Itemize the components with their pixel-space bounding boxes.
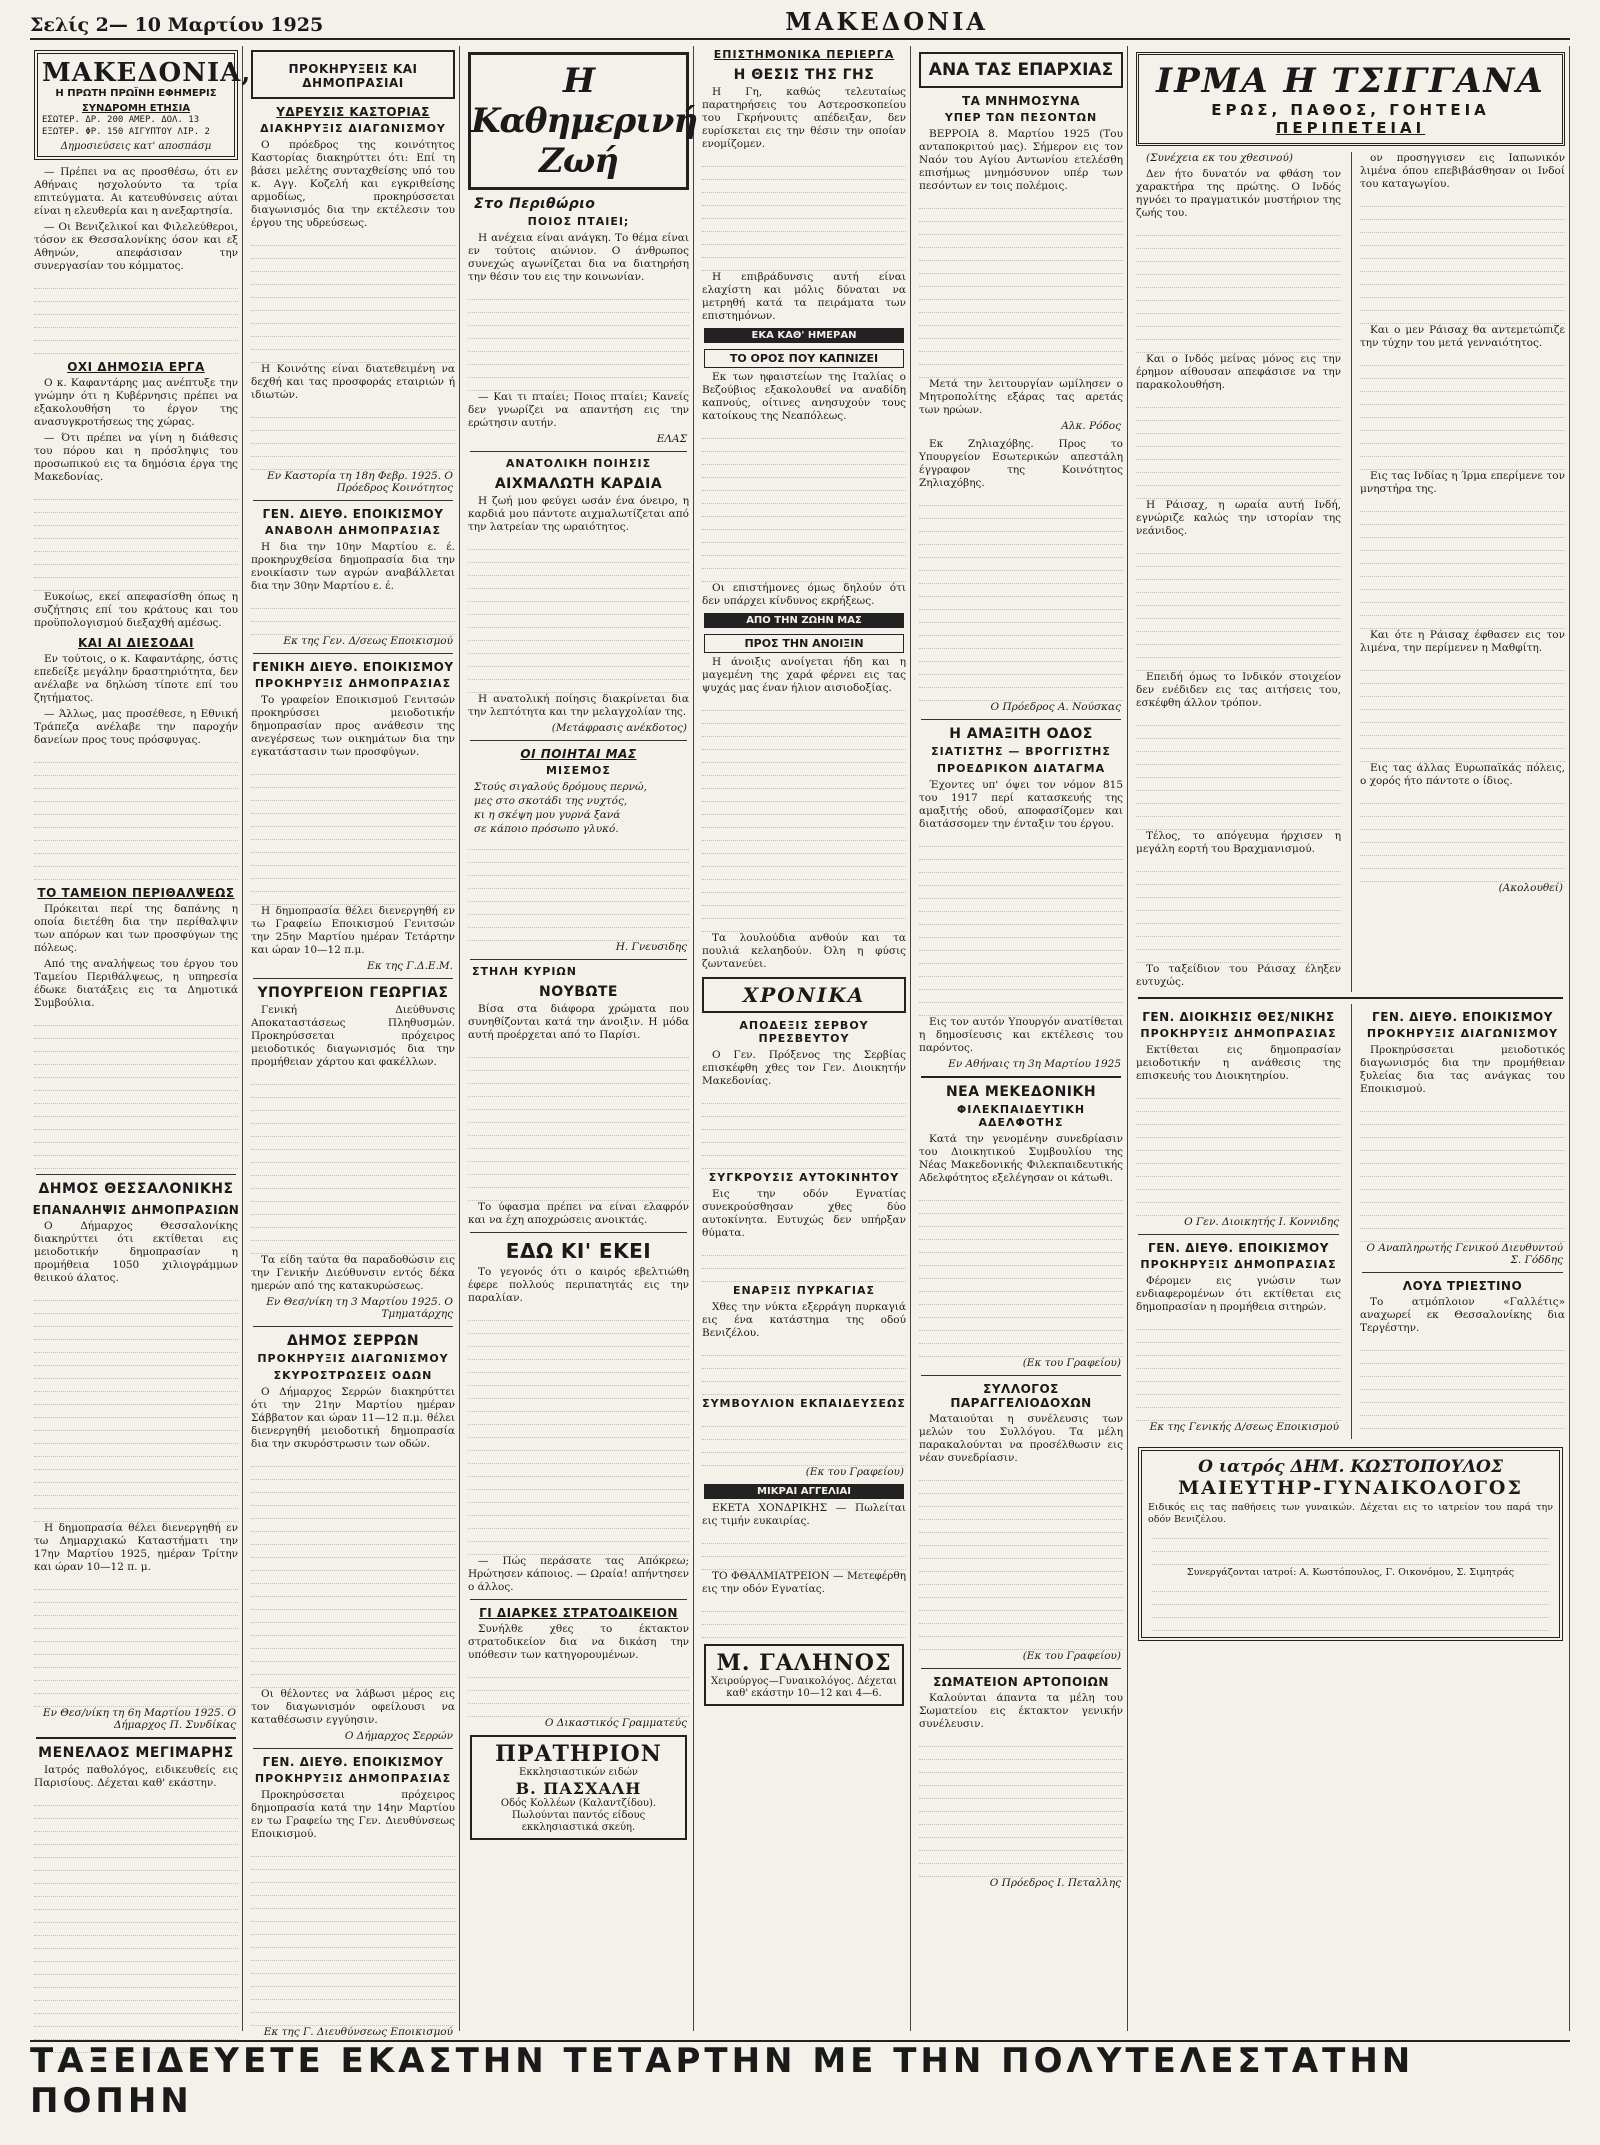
- notice-paragraph: Η δια την 10ην Μαρτίου ε. έ. προκηρυχθείσα δημοπρασία δια την ενοικίασιν των αγρών αναβάλλεται δια την 30ην Μαρτίου ε. έ.: [251, 541, 455, 592]
- section-heading: ΣΥΛΛΟΓΟΣ ΠΑΡΑΓΓΕΛΙΟΔΟΧΩΝ: [950, 1382, 1092, 1410]
- notice-paragraph: Το γραφείον Εποικισμού Γενιτσών προκηρύσσει μειοδοτικήν δημοπρασίαν προς ανάθεσιν της ανεγέρσεως των οικημάτων δια την εγκατάστασιν των προσφύγων.: [251, 694, 455, 758]
- serial-paragraph: Και ο Ινδός μείνας μόνος εις την έρημον αίθουσαν απεφάσισε να την παρακολουθήση.: [1136, 353, 1341, 391]
- article-paragraph: — Και τι πταίει; Ποιος πταίει; Κανείς δεν γνωρίζει να απαντήση εις την ερώτησιν αυτήν.: [468, 391, 689, 429]
- news-heading: ΣΥΓΚΡΟΥΣΙΣ ΑΥΤΟΚΙΝΗΤΟΥ: [708, 1171, 900, 1184]
- divider: [921, 1375, 1121, 1376]
- text-lines: [702, 426, 906, 582]
- serial-paragraph: Εις τας Ινδίας η Ίρμα επερίμενε τον μνηστήρα της.: [1360, 470, 1565, 495]
- section-heading: ΔΗΜΟΣ ΘΕΣΣΑΛΟΝΙΚΗΣ: [38, 1181, 234, 1197]
- news-paragraph: Χθες την νύκτα εξερράγη πυρκαγιά εις ένα κατάστημα της οδού Βενιζέλου.: [702, 1301, 906, 1339]
- article-paragraph: Μετά την λειτουργίαν ωμίλησεν ο Μητροπολίτης εξάρας τας αρετάς των ηρώων.: [919, 378, 1123, 416]
- serial-paragraph: Και ότε η Ράισαχ έφθασεν εις τον λιμένα, την περίμενεν η Μαθφίτη.: [1360, 629, 1565, 654]
- notice-subheading: ΠΡΟΚΗΡΥΞΙΣ ΔΗΜΟΠΡΑΣΙΑΣ: [254, 677, 452, 690]
- divider: [921, 1076, 1121, 1078]
- signature: Εν Αθήναις τη 3η Μαρτίου 1925: [948, 1058, 1121, 1070]
- banner-text: ΤΑΞΕΙΔΕΥΕΤΕ ΕΚΑΣΤΗΝ ΤΕΤΑΡΤΗΝ ΜΕ ΤΗΝ ΠΟΛΥΤΕΛΕΣΤΑΤΗΝ ΠΟΠΗΝ: [30, 2041, 1415, 2121]
- notice-heading: ΓΕΝ. ΔΙΟΙΚΗΣΙΣ ΘΕΣ/ΝΙΚΗΣ: [1142, 1010, 1335, 1024]
- signature: Εκ της Γ. Διευθύνσεως Εποικισμού: [263, 2026, 453, 2038]
- article-paragraph: Βίσα στα διάφορα χρώματα που συνηθίζονται κατά την άνοιξιν. Η μόδα αυτή προέρχεται από το Παρίσι.: [468, 1003, 689, 1041]
- article-paragraph: Εις τον αυτόν Υπουργόν ανατίθεται η δημοσίευσις και εκτέλεσις του παρόντος.: [919, 1016, 1123, 1054]
- signature: Ο Πρόεδρος Α. Νούσκας: [990, 701, 1121, 713]
- article-paragraph: Συνήλθε χθες το έκτακτον στρατοδικείον δια να δικάση την υπόθεσιν των κατηγορουμένων.: [468, 1623, 689, 1661]
- notices-grid: [1132, 1004, 1569, 1439]
- notice-paragraph: Ο Δήμαρχος Σερρών διακηρύττει ότι την 21ην Μαρτίου ημέραν Σάββατον και ώραν 11—12 π.μ. θέλει διενεργηθή μειοδοτική δημοπρασία δια την σκυρόστρωσιν των οδών.: [251, 1386, 455, 1450]
- signature: (Εκ του Γραφείου): [1022, 1357, 1121, 1369]
- notice-heading: ΓΕΝ. ΔΙΕΥΘ. ΕΠΟΙΚΙΣΜΟΥ: [262, 1755, 444, 1769]
- text-lines: [34, 487, 238, 591]
- page-date: Σελίς 2— 10 Μαρτίου 1925: [30, 14, 324, 36]
- section-label: ΑΠΟ ΤΗΝ ΖΩΗΝ ΜΑΣ: [704, 613, 904, 628]
- news-paragraph: Εις την οδόν Εγνατίας συνεκρούσθησαν χθες δύο αυτοκίνητα. Ευτυχώς δεν υπήρξαν θύματα.: [702, 1188, 906, 1239]
- text-lines: [919, 1188, 1123, 1357]
- notice-heading: ΛΟΥΔ ΤΡΙΕΣΤΙΝΟ: [1402, 1279, 1523, 1293]
- column-2: [247, 46, 460, 2038]
- text-lines: [919, 1734, 1123, 1877]
- column-4: [698, 46, 911, 2031]
- text-lines: [34, 1577, 238, 1707]
- signature: Η. Γνευσιδης: [615, 941, 687, 953]
- section-subheading: ΣΙΑΤΙΣΤΗΣ — ΒΡΟΓΓΙΣΤΗΣ: [931, 745, 1111, 758]
- column-3: [464, 46, 698, 2031]
- section-heading: Η ΘΕΣΙΣ ΤΗΣ ΓΗΣ: [733, 67, 875, 83]
- classified-ad: ΤΟ ΦΘΑΛΜΙΑΤΡΕΙΟΝ — Μετεφέρθη εις την οδόν Εγνατίας.: [702, 1570, 906, 1595]
- article-paragraph: Εκ των ηφαιστείων της Ιταλίας ο Βεζούβιος εξακολουθεί να αναδίδη καπνούς, οίτινες ανησυχούν τους κατοίκους της Νεαπόλεως.: [702, 371, 906, 422]
- article-paragraph: Πρόκειται περί της δαπάνης η οποία διετέθη δια την περίθαλψιν των απόρων και των προσφύγων της πόλεως.: [34, 903, 238, 954]
- text-lines: [468, 837, 689, 941]
- signature: Εν Θεσ/νίκη τη 6η Μαρτίου 1925. Ο Δήμαρχος Π. Συνδίκας: [42, 1707, 236, 1731]
- text-lines: [1136, 541, 1341, 671]
- provinces-header: [919, 52, 1123, 88]
- subscription-box: [34, 50, 252, 160]
- text-lines: [468, 287, 689, 391]
- notice-heading: ΥΠΟΥΡΓΕΙΟΝ ΓΕΩΡΓΙΑΣ: [257, 985, 449, 1001]
- column-6: [1132, 46, 1570, 2031]
- article-paragraph: Καλούνται άπαντα τα μέλη του Σωματείου εις έκτακτον γενικήν συνέλευσιν.: [919, 1692, 1123, 1730]
- notices-right: [1351, 1004, 1569, 1439]
- article-paragraph: ΒΕΡΡΟΙΑ 8. Μαρτίου 1925 (Του ανταποκριτού μας). Σήμερον εις τον Ναόν του Αγίου Αντωνίου ετελέσθη επισήμως μνημόσυνον υπέρ των πεσόντων εν τοις πολέμοις.: [919, 128, 1123, 192]
- text-lines: [1136, 1317, 1341, 1421]
- divider: [1138, 997, 1563, 999]
- text-lines: [702, 1414, 906, 1466]
- poem-line: μες στο σκοτάδι της νυχτός,: [474, 795, 628, 807]
- poem-line: σε κάποιο πρόσωπο γλυκό.: [474, 823, 619, 835]
- divider: [253, 1748, 453, 1749]
- text-lines: [702, 1343, 906, 1395]
- text-lines: [702, 154, 906, 271]
- article-paragraph: Η ανατολική ποίησις διακρίνεται δια την λεπτότητα και την μελαγχολίαν της.: [468, 693, 689, 718]
- notice-subheading: ΑΝΑΒΟΛΗ ΔΗΜΟΠΡΑΣΙΑΣ: [265, 524, 441, 537]
- signature: Ο Γεν. Διοικητής Ι. Κοννιδης: [1184, 1216, 1339, 1228]
- article-paragraph: Η δημοπρασία θέλει διενεργηθή εν τω Δημαρχιακώ Καταστήματι την 17ην Μαρτίου 1925, ημέραν Τρίτην και ώραν 10—12 π. μ.: [34, 1522, 238, 1573]
- text-lines: [1136, 713, 1341, 830]
- section-heading: ΜΕΝΕΛΑΟΣ ΜΕΓΙΜΑΡΗΣ: [38, 1745, 234, 1761]
- signature: Εν Καστορία τη 18η Φεβρ. 1925. Ο Πρόεδρος Κοινότητος: [267, 470, 453, 494]
- news-heading: ΣΥΜΒΟΥΛΙΟΝ ΕΚΠΑΙΔΕΥΣΕΩΣ: [702, 1397, 906, 1410]
- notice-paragraph: Το ατμόπλοιον «Γαλλέτις» αναχωρεί εκ Θεσσαλονίκης δια Τεργέστην.: [1360, 1296, 1565, 1334]
- text-lines: [1152, 1526, 1549, 1565]
- doctor-associates: Συνεργάζονται ιατροί: Α. Κωστόπουλος, Γ. Οικονόμου, Σ. Σιμητράς: [1186, 1567, 1515, 1578]
- section-subheading: ΜΙΣΕΜΟΣ: [546, 764, 611, 777]
- text-lines: [468, 1308, 689, 1555]
- section-label: ΕΚΑ ΚΑΘ' ΗΜΕΡΑΝ: [704, 328, 904, 343]
- classified-ad: ΕΚΕΤΑ ΧΟΝΔΡΙΚΗΣ — Πωλείται εις τιμήν ευκαιρίας.: [702, 1502, 906, 1527]
- section-heading: ΓΙ ΔΙΑΡΚΕΣ ΣΤΡΑΤΟΔΙΚΕΙΟΝ: [479, 1606, 678, 1620]
- section-subheading: ΕΠΑΝΑΛΗΨΙΣ ΔΗΜΟΠΡΑΣΙΩΝ: [32, 1203, 240, 1217]
- article-paragraph: Το γεγονός ότι ο καιρός εβελτιώθη έφερε πολλούς περιπατητάς εις την παραλίαν.: [468, 1266, 689, 1304]
- article-paragraph: — Πρέπει να ας προσθέσω, ότι εν Αθήναις ησχολούντο τα τρία επιτεύγματα. Αι κατευθύνσεις αύται είναι η ελευθερία και η ανεξαρτησία.: [34, 166, 238, 217]
- section-subheading: ΥΠΕΡ ΤΩΝ ΠΕΣΟΝΤΩΝ: [944, 111, 1098, 124]
- text-lines: [1360, 194, 1565, 324]
- advert-name: Β. ΠΑΣΧΑΛΗ: [515, 1779, 642, 1798]
- notice-subheading: ΠΡΟΚΗΡΥΞΙΣ ΔΗΜΟΠΡΑΣΙΑΣ: [1140, 1027, 1337, 1040]
- column-1: [30, 46, 252, 2031]
- chronicle-title: ΧΡΟΝΙΚΑ: [742, 983, 866, 1007]
- poem-line: Στούς σιγαλούς δρόμους περνώ,: [474, 781, 647, 793]
- divider: [921, 1668, 1121, 1669]
- notice-heading: ΓΕΝΙΚΗ ΔΙΕΥΘ. ΕΠΟΙΚΙΣΜΟΥ: [252, 660, 454, 674]
- notice-subheading: ΔΙΑΚΗΡΥΞΙΣ ΔΙΑΓΩΝΙΣΜΟΥ: [260, 122, 446, 135]
- section-heading: ΝΕΑ ΜΕΚΕΔΟΝΙΚΗ: [945, 1084, 1097, 1100]
- section-heading: ΕΔΩ ΚΙ' ΕΚΕΙ: [505, 1239, 652, 1263]
- paper-box-tagline: Η ΠΡΩΤΗ ΠΡΩΪΝΗ ΕΦΗΜΕΡΙΣ: [55, 88, 217, 99]
- signature: Ο Αναπληρωτής Γενικού Διευθυντού Σ. Γόδδης: [1366, 1242, 1563, 1266]
- notice-heading: ΓΕΝ. ΔΙΕΥΘ. ΕΠΟΙΚΙΣΜΟΥ: [1148, 1241, 1329, 1255]
- poem-line: κι η σκέψη μου γυρνά ξανά: [474, 809, 621, 821]
- serial-paragraph: Η Ράισαχ, η ωραία αυτή Ινδή, εγνώριζε καλώς την ιστορίαν της νεάνιδος.: [1136, 499, 1341, 537]
- doctor-advert: [1138, 1447, 1563, 1641]
- article-paragraph: Ο Δήμαρχος Θεσσαλονίκης διακηρύττει ότι εκτίθεται εις μειοδοτικήν δημοπρασίαν η προμήθεια 1050 χιλιογράμμων θειικού άλατος.: [34, 1220, 238, 1284]
- text-lines: [34, 1013, 238, 1169]
- notice-paragraph: Προκηρύσσεται μειοδοτικός διαγωνισμός δια την προμήθειαν ξυλείας δια τας ανάγκας του Εποικισμού.: [1360, 1044, 1565, 1095]
- signature: Ο Πρόεδρος Ι. Πεταλλης: [989, 1877, 1121, 1889]
- text-lines: [251, 405, 455, 470]
- notice-paragraph: Γενική Διεύθυνσις Αποκαταστάσεως Πληθυσμών. Προκηρύσσεται πρόχειρος μειοδοτικός διαγωνισμός δια την προμήθειαν χάρτου και φακέλλων.: [251, 1004, 455, 1068]
- article-paragraph: Οι επιστήμονες όμως δηλούν ότι δεν υπάρχει κίνδυνος εκρήξεως.: [702, 582, 906, 607]
- text-lines: [468, 1045, 689, 1201]
- divider: [253, 653, 453, 654]
- text-lines: [1136, 223, 1341, 353]
- notice-heading: ΔΗΜΟΣ ΣΕΡΡΩΝ: [286, 1333, 420, 1349]
- divider: [253, 500, 453, 501]
- notice-heading: ΓΕΝ. ΔΙΕΥΘ. ΕΠΟΙΚΙΣΜΟΥ: [262, 507, 444, 521]
- text-lines: [251, 596, 455, 635]
- serial-paragraph: Και ο μεν Ράισαχ θα αντεμετώπιζε την τύχην του μετά γενναιότητος.: [1360, 324, 1565, 349]
- notice-subheading: ΠΡΟΚΗΡΥΞΙΣ ΔΙΑΓΩΝΙΣΜΟΥ: [257, 1352, 449, 1365]
- divider: [470, 1599, 687, 1600]
- serial-continued-note: (Συνέχεια εκ του χθεσινού): [1146, 152, 1293, 164]
- text-lines: [468, 537, 689, 693]
- text-lines: [251, 762, 455, 905]
- text-lines: [1360, 1338, 1565, 1429]
- text-lines: [702, 1243, 906, 1282]
- notice-paragraph: Η Κοινότης είναι διατεθειμένη να δεχθή και τας προσφοράς εταιριών ή ιδιωτών.: [251, 363, 455, 401]
- text-lines: [34, 276, 238, 354]
- article-paragraph: Ματαιούται η συνέλευσις των μελών του Συλλόγου. Τα μέλη παρακαλούνται να προσέλθωσιν εις νέαν συνεδρίασιν.: [919, 1413, 1123, 1464]
- article-paragraph: Η Γη, καθώς τελευταίως παρατηρήσεις του Αστεροσκοπείου του Γκρήνουιτς απέδειξαν, δεν ευρίσκεται εις την θέσιν την οποίαν ενομίζομεν.: [702, 86, 906, 150]
- notice-subheading: ΠΡΟΚΗΡΥΞΙΣ ΔΗΜΟΠΡΑΣΙΑΣ: [254, 1772, 452, 1785]
- notices-header: ΠΡΟΚΗΡΥΞΕΙΣ ΚΑΙ ΔΗΜΟΠΡΑΣΙΑΙ: [288, 62, 418, 90]
- divider: [36, 1174, 236, 1175]
- signature: Αλκ. Ρόδος: [1061, 420, 1121, 432]
- text-lines: [34, 750, 238, 880]
- notice-paragraph: Προκηρύσσεται πρόχειρος δημοπρασία κατά την 14ην Μαρτίου εν τω Γραφείω της Γεν. Διευθύνσεως Εποικισμού.: [251, 1789, 455, 1840]
- article-paragraph: Η ζωή μου φεύγει ωσάν ένα όνειρο, η καρδιά μου πάντοτε αιχμαλωτίζεται από την λατρείαν της ωραιότητος.: [468, 495, 689, 533]
- text-lines: [1360, 353, 1565, 470]
- signature: Εν Θεσ/νίκη τη 3 Μαρτίου 1925. Ο Τμηματάρχης: [266, 1296, 453, 1320]
- text-lines: [1136, 1086, 1341, 1216]
- section-heading: ΟΙ ΠΟΙΗΤΑΙ ΜΑΣ: [520, 747, 637, 761]
- text-lines: [468, 1665, 689, 1717]
- divider: [470, 1232, 687, 1233]
- serial-subtitle: ΠΕΡΙΠΕΤΕΙΑΙ: [1275, 119, 1426, 137]
- serial-paragraph: Εις τας άλλας Ευρωπαϊκάς πόλεις, ο χορός ήτο πάντοτε ο ίδιος.: [1360, 762, 1565, 787]
- signature: Ο Δικαστικός Γραμματεύς: [544, 1717, 687, 1729]
- signature: Εκ της Γ.Δ.Ε.Μ.: [367, 960, 453, 972]
- notice-paragraph: Ο πρόεδρος της κοινότητος Καστορίας διακηρύττει ότι: Επί τη βάσει μελέτης συνταχθείσης υπό του κ. Αγγ. Κοζελή και εγκριθείσης αρμοδίως, προκηρύσσεται διαγωνισμός δια την εκτέλεσιν του έργου της υδρεύσεως.: [251, 139, 455, 229]
- text-lines: [919, 196, 1123, 378]
- advert-description: Χειρούργος—Γυναικολόγος. Δέχεται καθ' εκάστην 10—12 και 4—6.: [711, 1676, 897, 1699]
- section-heading: ΝΟΥΒΩΤΕ: [539, 984, 618, 1000]
- article-paragraph: — Ότι πρέπει να γίνη η διάθεσις του πόρου και η πρόσληψις του προσωπικού εις τα δημόσια έργα της Μακεδονίας.: [34, 432, 238, 483]
- notice-subheading: ΣΚΥΡΟΣΤΡΩΣΕΙΣ ΟΔΩΝ: [273, 1369, 433, 1382]
- masthead: [30, 7, 1570, 40]
- text-lines: [919, 834, 1123, 1016]
- article-paragraph: Η επιβράδυνσις αυτή είναι ελαχίστη και μόλις δύναται να μετρηθή κατά τα πειράματα των επιστημόνων.: [702, 271, 906, 322]
- notices-header-box: [251, 50, 455, 99]
- section-subheading: ΠΟΙΟΣ ΠΤΑΙΕΙ;: [527, 215, 630, 228]
- doctor-advert: [704, 1644, 904, 1706]
- text-lines: [34, 1288, 238, 1522]
- divider: [1362, 1272, 1563, 1273]
- provinces-title: ΑΝΑ ΤΑΣ ΕΠΑΡΧΙΑΣ: [928, 60, 1114, 80]
- text-lines: [34, 1793, 238, 2053]
- divider: [470, 740, 687, 741]
- text-lines: [1360, 791, 1565, 882]
- serial-paragraph: Το ταξείδιον του Ράισαχ έληξεν ευτυχώς.: [1136, 963, 1341, 988]
- serial-subtitle: ΕΡΩΣ, ΠΑΘΟΣ, ΓΟΗΤΕΙΑ: [1211, 101, 1490, 119]
- signature: ΕΛΑΣ: [656, 433, 687, 445]
- divider: [36, 1737, 236, 1739]
- notice-paragraph: Εκτίθεται εις δημοπρασίαν μειοδοτικήν η ανάθεσις της επισκευής του Διοικητηρίου.: [1136, 1044, 1341, 1082]
- notice-paragraph: Φέρομεν εις γνώσιν των ενδιαφερομένων ότι εκτίθεται εις δημοπρασίαν η προμήθεια σιτηρών.: [1136, 1275, 1341, 1313]
- article-paragraph: Ευκοίως, εκεί απεφασίσθη όπως η συζήτησις επί του κράτους και του προϋπολογισμού διεξαχθή αμέσως.: [34, 591, 238, 629]
- divider: [470, 451, 687, 452]
- text-lines: [1360, 658, 1565, 762]
- news-heading: ΑΠΟΔΕΞΙΣ ΣΕΡΒΟΥ ΠΡΕΣΒΕΥΤΟΥ: [739, 1019, 869, 1045]
- article-paragraph: Εκ Ζηλιαχόβης. Προς το Υπουργείον Εσωτερικών απεστάλη έγγραφον της Κοινότητος Ζηλιαχόβης.: [919, 438, 1123, 489]
- text-lines: [251, 233, 455, 363]
- signature: (Εκ του Γραφείου): [1022, 1650, 1121, 1662]
- notice-paragraph: Τα είδη ταύτα θα παραδοθώσιν εις την Γενικήν Διεύθυνσιν εντός δέκα ημερών από της κατακυρώσεως.: [251, 1254, 455, 1292]
- serial-title: ΙΡΜΑ Η ΤΣΙΓΓΑΝΑ: [1156, 61, 1545, 101]
- serial-column-left: [1132, 152, 1345, 992]
- article-paragraph: Τα λουλούδια ανθούν και τα πουλιά κελαηδούν. Όλη η φύσις ζωντανεύει.: [702, 932, 906, 970]
- paper-box-row: ΕΣΩΤΕΡ. ΔΡ. 200 ΑΜΕΡ. ΔΟΛ. 13: [42, 115, 200, 125]
- divider: [1138, 1234, 1339, 1235]
- text-lines: [702, 1531, 906, 1570]
- section-label: ΣΤΗΛΗ ΚΥΡΙΩΝ: [472, 965, 577, 978]
- article-paragraph: Η άνοιξις ανοίγεται ήδη και η μαγεμένη της χαρά φέρνει εις τας ψυχάς μας έναν ήλιον αισιοδοξίας.: [702, 656, 906, 694]
- chronicle-header: [702, 977, 906, 1013]
- article-paragraph: Έχοντες υπ' όψει τον νόμον 815 του 1917 περί κατασκευής της αμαξιτής οδού, αποφασίζομεν και διατάσσομεν την ένταξιν του έργου.: [919, 779, 1123, 830]
- text-lines: [1360, 499, 1565, 629]
- advert-subtitle: Εκκλησιαστικών ειδών: [519, 1767, 638, 1778]
- news-heading: ΕΝΑΡΞΙΣ ΠΥΡΚΑΓΙΑΣ: [732, 1284, 876, 1297]
- article-paragraph: Κατά την γενομένην συνεδρίασιν του Διοικητικού Συμβουλίου της Νέας Μακεδονικής Φιλεκπαιδευτικής Αδελφότητος εξελέγησαν οι κάτωθι.: [919, 1133, 1123, 1184]
- notices-left: [1132, 1004, 1345, 1439]
- serial-paragraph: Δεν ήτο δυνατόν να φθάση τον χαρακτήρα της πρώτης. Ο Ινδός ηγνόει το πραγματικόν μυστήριον της ζωής του.: [1136, 168, 1341, 219]
- signature: Εκ της Γεν. Δ/σεως Εποικισμού: [283, 635, 453, 647]
- text-lines: [1152, 1579, 1549, 1631]
- doctor-description: Ειδικός εις τας παθήσεις των γυναικών. Δέχεται εις το ιατρείον του παρά την οδόν Βενιζέλου.: [1148, 1502, 1553, 1525]
- section-label: ΕΠΙΣΤΗΜΟΝΙΚΑ ΠΕΡΙΕΡΓΑ: [713, 48, 895, 61]
- advert-title: ΠΡΑΤΗΡΙΟΝ: [495, 1741, 662, 1767]
- serial-title-box: [1136, 52, 1565, 146]
- section-heading: Η ΑΜΑΞΙΤΗ ΟΔΟΣ: [949, 726, 1093, 742]
- paper-box-note: Δημοσιεύσεις κατ' αποσπάσμ: [60, 141, 212, 152]
- divider: [253, 978, 453, 979]
- serial-continues: (Ακολουθεί): [1498, 882, 1563, 894]
- divider: [470, 959, 687, 960]
- bottom-banner: [30, 2040, 1570, 2120]
- text-lines: [702, 698, 906, 932]
- section-subheading: ΠΡΟΕΔΡΙΚΟΝ ΔΙΑΤΑΓΜΑ: [936, 762, 1106, 775]
- paper-box-title: ΜΑΚΕΔΟΝΙΑ,: [42, 58, 252, 88]
- signature: (Εκ του Γραφείου): [805, 1466, 904, 1478]
- article-paragraph: — Πώς περάσατε τας Απόκρεω; Ηρώτησεν κάποιος. — Ωραία! απήντησεν ο άλλος.: [468, 1555, 689, 1593]
- text-lines: [1360, 1099, 1565, 1242]
- notice-heading: ΥΔΡΕΥΣΙΣ ΚΑΣΤΟΡΙΑΣ: [276, 105, 430, 119]
- feature-title-box: [468, 52, 698, 190]
- article-paragraph: Από της αναλήψεως του έργου του Ταμείου Περιθάλψεως, η υπηρεσία έδωκε διατάξεις εις τα Δημοτικά Συμβούλια.: [34, 958, 238, 1009]
- section-heading: ΚΑΙ ΑΙ ΔΙΕΣΟΔΑΙ: [77, 636, 195, 650]
- feature-title: Η Καθημερινή Ζωή: [471, 61, 698, 181]
- article-paragraph: Το ύφασμα πρέπει να είναι ελαφρόν και να έχη αποχρώσεις ανοικτάς.: [468, 1201, 689, 1226]
- serial-column-right: [1351, 152, 1569, 992]
- serial-paragraph: Τέλος, το απόγευμα ήρχισεν η μεγάλη εορτή του Βραχμανισμού.: [1136, 830, 1341, 855]
- text-lines: [251, 1454, 455, 1688]
- signature: (Μετάφρασις ανέκδοτος): [551, 722, 687, 734]
- article-paragraph: — Οι Βενιζελικοί και Φιλελεύθεροι, τόσον εκ Θεσσαλονίκης όσον και εξ Αθηνών, απεφάσισαν την συνεργασίαν του κόμματος.: [34, 221, 238, 272]
- notice-subheading: ΠΡΟΚΗΡΥΞΙΣ ΔΙΑΓΩΝΙΣΜΟΥ: [1366, 1027, 1559, 1040]
- notice-paragraph: Οι θέλοντες να λάβωσι μέρος εις τον διαγωνισμόν οφείλουσι να καταθέσωσιν εγγύησιν.: [251, 1688, 455, 1726]
- doctor-role: ΜΑΙΕΥΤΗΡ-ΓΥΝΑΙΚΟΛΟΓΟΣ: [1178, 1477, 1523, 1499]
- serial-paragraph: ον προσηγγισεν εις Ιαπωνικόν λιμένα όπου επεβιβάσθησαν οι Ινδοί του καταγωγίου.: [1360, 152, 1565, 190]
- signature: Εκ της Γενικής Δ/σεως Εποικισμού: [1149, 1421, 1339, 1433]
- section-heading: ΟΧΙ ΔΗΜΟΣΙΑ ΕΡΓΑ: [67, 360, 205, 374]
- signature: Ο Δήμαρχος Σερρών: [344, 1730, 453, 1742]
- paper-box-row: ΕΞΩΤΕΡ. ΦΡ. 150 ΑΙΓΥΠΤΟΥ ΛΙΡ. 2: [42, 127, 210, 137]
- article-paragraph: Εν τούτοις, ο κ. Καφαντάρης, όστις επεδείξε μεγάλην δραστηριότητα, δεν ανέλαβε να δηλώση τίποτε επί του ζητήματος.: [34, 653, 238, 704]
- news-paragraph: Ο Γεν. Πρόξενος της Σερβίας επισκέφθη χθες τον Γεν. Διοικητήν Μακεδονίας.: [702, 1049, 906, 1087]
- notice-heading: ΓΕΝ. ΔΙΕΥΘ. ΕΠΟΙΚΙΣΜΟΥ: [1372, 1010, 1553, 1024]
- section-heading: ΤΟ ΟΡΟΣ ΠΟΥ ΚΑΠΝΙΖΕΙ: [704, 349, 904, 368]
- article-paragraph: Ο κ. Καφαντάρης μας ανέπτυξε την γνώμην ότι η Κυβέρνησις πρέπει να εξακολουθήση το έργον της ανασυγκροτήσεως της χώρας.: [34, 377, 238, 428]
- text-lines: [251, 1844, 455, 2026]
- doctor-name: Ο ιατρός ΔΗΜ. ΚΩΣΤΟΠΟΥΛΟΣ: [1198, 1457, 1503, 1477]
- text-lines: [702, 1091, 906, 1169]
- article-paragraph: Ιατρός παθολόγος, ειδικευθείς εις Παρισίους. Δέχεται καθ' εκάστην.: [34, 1764, 238, 1789]
- advert-name: Μ. ΓΑΛΗΝΟΣ: [716, 1650, 892, 1676]
- notice-paragraph: Η δημοπρασία θέλει διενεργηθή εν τω Γραφείω Εποικισμού Γενιτσών την 25ην Μαρτίου ημέραν Τετάρτην και ώραν 10—12 π.μ.: [251, 905, 455, 956]
- article-paragraph: Η ανέχεια είναι ανάγκη. Το θέμα είναι εν τούτοις αιώνιον. Ο άνθρωπος συνεχώς αγωνίζεται δια να διατηρήση την θέσιν του εις την κοινωνίαν.: [468, 232, 689, 283]
- section-label: ΑΝΑΤΟΛΙΚΗ ΠΟΙΗΣΙΣ: [505, 457, 652, 470]
- divider: [253, 1326, 453, 1327]
- serial-body: [1132, 152, 1569, 992]
- divider: [921, 719, 1121, 720]
- text-lines: [919, 493, 1123, 701]
- text-lines: [251, 1072, 455, 1254]
- shop-advert: [470, 1735, 687, 1840]
- article-paragraph: — Άλλως, μας προσέθεσε, η Εθνική Τράπεζα ανέλαβε την παροχήν δανείων προς τους πρόσφυγας.: [34, 708, 238, 746]
- section-heading: ΤΑ ΜΝΗΜΟΣΥΝΑ: [961, 94, 1081, 108]
- serial-paragraph: Επειδή όμως το Ινδικόν στοιχείον δεν ενέδιδεν εις τας αιτήσεις του, εσκέφθη άλλον τρόπον.: [1136, 671, 1341, 709]
- text-lines: [1136, 859, 1341, 963]
- text-lines: [1136, 395, 1341, 499]
- advert-address: Οδός Κολλέων (Καλαντζίδου). Πωλούνται παντός είδους εκκλησιαστικά σκεύη.: [500, 1798, 657, 1833]
- section-heading: ΤΟ ΤΑΜΕΙΟΝ ΠΕΡΙΘΑΛΨΕΩΣ: [37, 886, 235, 900]
- section-heading: ΣΩΜΑΤΕΙΟΝ ΑΡΤΟΠΟΙΩΝ: [933, 1675, 1109, 1689]
- section-heading: ΑΙΧΜΑΛΩΤΗ ΚΑΡΔΙΑ: [494, 476, 663, 492]
- section-heading: ΠΡΟΣ ΤΗΝ ΑΝΟΙΞΙΝ: [704, 634, 904, 653]
- paper-name: ΜΑΚΕΔΟΝΙΑ: [785, 7, 988, 36]
- text-lines: [919, 1468, 1123, 1650]
- column-5: [915, 46, 1128, 2031]
- paper-box-sub: ΣΥΝΔΡΟΜΗ ΕΤΗΣΙΑ: [81, 103, 191, 114]
- text-lines: [702, 1599, 906, 1638]
- section-subheading: ΦΙΛΕΚΠΑΙΔΕΥΤΙΚΗ ΑΔΕΛΦΟΤΗΣ: [956, 1103, 1086, 1129]
- section-heading: Στο Περιθώριο: [474, 196, 596, 212]
- section-label: ΜΙΚΡΑΙ ΑΓΓΕΛΙΑΙ: [704, 1484, 904, 1499]
- notice-subheading: ΠΡΟΚΗΡΥΞΙΣ ΔΗΜΟΠΡΑΣΙΑΣ: [1140, 1258, 1337, 1271]
